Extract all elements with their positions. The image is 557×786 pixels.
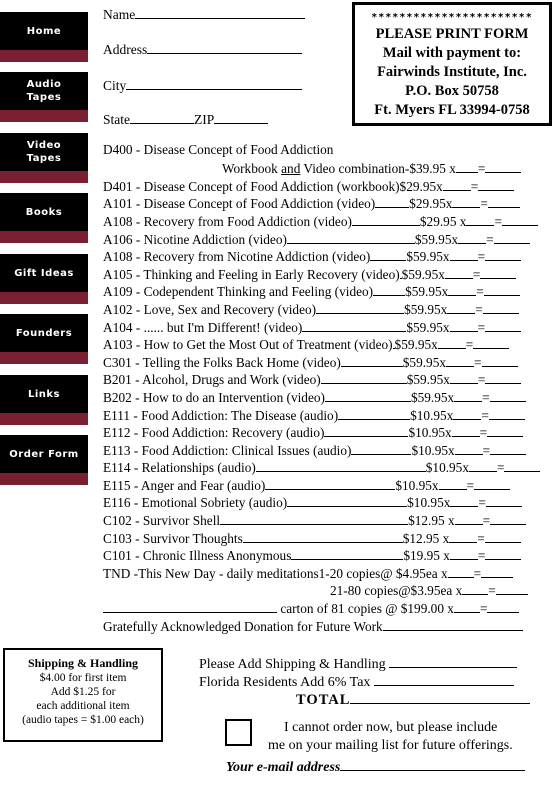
product-label: A101 - Disease Concept of Food Addiction (video): [103, 196, 376, 211]
product-row[interactable]: [103, 389, 526, 406]
nav-audio-stripe: [0, 110, 88, 122]
product-blank: [352, 213, 420, 226]
equals-sign: =: [472, 267, 481, 282]
product-label: E111 - Food Addiction: The Disease (audio): [103, 408, 339, 423]
shipping-total-field[interactable]: [199, 654, 517, 673]
address-field[interactable]: [103, 40, 302, 58]
amount-blank[interactable]: [490, 442, 526, 455]
po-box: P.O. Box 50758: [405, 83, 499, 99]
nav-video-stripe: [0, 171, 88, 183]
product-price: $59.95x: [394, 337, 438, 352]
equals-sign: =: [481, 408, 489, 423]
quantity-blank[interactable]: [462, 582, 488, 595]
city-state-zip: Ft. Myers FL 33994-0758: [374, 102, 530, 118]
product-price: $10.95x: [411, 443, 455, 458]
amount-blank[interactable]: [485, 248, 521, 261]
shipping-line-4: (audio tapes = $1.00 each): [22, 714, 144, 726]
quantity-blank[interactable]: [456, 160, 478, 173]
product-price: $10.95x: [407, 495, 451, 510]
product-blank: [256, 459, 426, 472]
product-blank: [373, 283, 405, 296]
tax-field[interactable]: [199, 672, 514, 691]
mailing-list-checkbox[interactable]: [225, 719, 252, 746]
product-row[interactable]: [103, 407, 525, 424]
product-price: $10.95x: [425, 460, 469, 475]
product-label: A108 - Recovery from Nicotine Addiction (video): [103, 249, 371, 264]
product-price: $10.95x: [395, 478, 439, 493]
shipping-info-box: [3, 648, 163, 742]
name-field[interactable]: [103, 5, 305, 23]
product-price: $59.95x: [402, 355, 446, 370]
product-price: $59.95x: [404, 302, 448, 317]
quantity-blank[interactable]: [450, 371, 478, 384]
amount-blank[interactable]: [485, 530, 521, 543]
product-row[interactable]: [103, 248, 521, 265]
state-zip-field[interactable]: [103, 110, 268, 128]
product-row[interactable]: [103, 195, 520, 212]
product-label: Workbook and Video combination-$39.95 x: [222, 161, 456, 176]
equals-sign: =: [474, 355, 482, 370]
product-label: TND -This New Day - daily meditations1-20 copies@ $4.95ea x: [103, 566, 448, 581]
amount-blank[interactable]: [487, 424, 523, 437]
product-row[interactable]: [103, 319, 521, 336]
product-row[interactable]: [103, 600, 519, 617]
shipping-line-2: Add $1.25 for: [50, 686, 116, 698]
amount-blank[interactable]: [488, 195, 520, 208]
product-blank: [325, 389, 411, 402]
total-field[interactable]: [296, 690, 530, 709]
product-blank: [370, 248, 406, 261]
stars-decoration: ***********************: [371, 12, 533, 23]
equals-sign: =: [477, 249, 486, 264]
city-field[interactable]: [103, 76, 302, 94]
quantity-blank[interactable]: [455, 442, 483, 455]
nav-home-stripe: [0, 50, 88, 62]
product-row[interactable]: [103, 301, 519, 318]
product-row[interactable]: [103, 231, 530, 248]
amount-blank[interactable]: [486, 494, 522, 507]
mail-with-payment: Mail with payment to:: [382, 45, 522, 61]
product-row[interactable]: [103, 442, 526, 459]
institute-name: Fairwinds Institute, Inc.: [377, 64, 527, 80]
nav-links[interactable]: Links: [0, 375, 88, 413]
amount-blank[interactable]: [482, 354, 518, 367]
product-label: A104 - ...... but I'm Different! (video): [103, 320, 303, 335]
product-blank: [338, 407, 410, 420]
nav-order-stripe: [0, 473, 88, 485]
equals-sign: =: [476, 284, 484, 299]
product-label: E115 - Anger and Fear (audio): [103, 478, 266, 493]
product-row[interactable]: [103, 459, 540, 476]
amount-blank[interactable]: [474, 477, 510, 490]
amount-blank[interactable]: [504, 459, 540, 472]
product-label: D400 - Disease Concept of Food Addiction: [103, 142, 334, 157]
equals-sign: =: [479, 601, 488, 616]
product-price: $29.95 x: [419, 214, 467, 229]
product-price: $59.95x: [406, 249, 450, 264]
product-row[interactable]: [103, 424, 523, 441]
product-label: E114 - Relationships (audio): [103, 460, 256, 475]
product-blank: [103, 600, 277, 613]
equals-sign: =: [496, 460, 505, 475]
amount-blank[interactable]: [485, 371, 521, 384]
amount-blank[interactable]: [490, 389, 526, 402]
product-blank: [341, 354, 403, 367]
product-row[interactable]: [103, 565, 513, 582]
nav-order-form[interactable]: Order Form: [0, 435, 88, 473]
product-row[interactable]: [222, 160, 521, 177]
nav-links-stripe: [0, 413, 88, 425]
amount-blank[interactable]: [483, 301, 519, 314]
quantity-blank[interactable]: [455, 512, 483, 525]
product-row[interactable]: [103, 618, 523, 635]
amount-blank[interactable]: [485, 547, 521, 560]
product-row[interactable]: [103, 142, 333, 158]
quantity-blank[interactable]: [458, 231, 486, 244]
city-label: City: [103, 78, 127, 93]
product-blank: [324, 424, 408, 437]
product-label: carton of 81 copies @ $199.00 x: [280, 601, 454, 616]
product-label: D401 - Disease Concept of Food Addiction (workbook)$29.95x: [103, 179, 443, 194]
amount-blank[interactable]: [502, 213, 538, 226]
quantity-blank[interactable]: [466, 213, 494, 226]
amount-blank[interactable]: [494, 231, 530, 244]
address-label: Address: [103, 42, 148, 57]
quantity-blank[interactable]: [443, 178, 471, 191]
quantity-blank[interactable]: [445, 266, 473, 279]
print-form-heading: PLEASE PRINT FORM: [375, 26, 529, 42]
quantity-blank[interactable]: [454, 389, 482, 402]
product-label: Gratefully Acknowledged Donation for Future Work: [103, 619, 383, 634]
nav-books[interactable]: Books: [0, 193, 88, 231]
product-blank: [287, 494, 407, 507]
product-blank: [291, 547, 403, 560]
product-row[interactable]: [103, 213, 538, 230]
product-row[interactable]: [103, 266, 516, 283]
quantity-blank[interactable]: [447, 301, 475, 314]
name-label: Name: [103, 7, 136, 22]
quantity-blank[interactable]: [448, 565, 474, 578]
product-blank: [243, 530, 403, 543]
shipping-total-label: Please Add Shipping & Handling: [199, 657, 386, 672]
amount-blank[interactable]: [481, 565, 513, 578]
quantity-blank[interactable]: [450, 494, 478, 507]
shipping-line-3: each additional item: [36, 700, 130, 712]
product-row[interactable]: [103, 354, 518, 371]
nav-video-tapes[interactable]: Video Tapes: [0, 133, 88, 171]
product-label: C301 - Telling the Folks Back Home (video): [103, 355, 341, 370]
product-row[interactable]: [103, 371, 521, 388]
equals-sign: =: [494, 214, 502, 229]
quantity-blank[interactable]: [439, 477, 467, 490]
amount-blank[interactable]: [480, 266, 516, 279]
email-field[interactable]: [226, 757, 525, 776]
mail-to-box: [352, 2, 552, 126]
product-price: $29.95x: [409, 196, 453, 211]
equals-sign: =: [482, 443, 491, 458]
product-label: 21-80 copies@$3.95ea x: [330, 583, 463, 598]
product-price: $59.95x: [401, 267, 445, 282]
amount-blank[interactable]: [473, 336, 509, 349]
product-row[interactable]: [103, 547, 521, 564]
quantity-blank[interactable]: [452, 424, 480, 437]
equals-sign: =: [477, 548, 486, 563]
quantity-blank[interactable]: [449, 530, 477, 543]
product-label: A106 - Nicotine Addiction (video): [103, 232, 287, 247]
product-row[interactable]: [330, 582, 528, 599]
nav-books-stripe: [0, 231, 88, 243]
product-row[interactable]: [103, 494, 522, 511]
product-label: A109 - Codependent Thinking and Feeling (video): [103, 284, 374, 299]
product-label: E112 - Food Addiction: Recovery (audio): [103, 425, 325, 440]
equals-sign: =: [479, 425, 488, 440]
quantity-blank[interactable]: [450, 319, 478, 332]
product-blank: [265, 477, 395, 490]
equals-sign: =: [465, 337, 474, 352]
equals-sign: =: [473, 566, 482, 581]
equals-sign: =: [477, 320, 486, 335]
tax-label: Florida Residents Add 6% Tax: [199, 675, 371, 690]
equals-sign: =: [478, 495, 486, 510]
product-price: $59.95x: [406, 372, 450, 387]
mailing-text-2: me on your mailing list for future offerings.: [268, 738, 513, 753]
shipping-title: Shipping & Handling: [27, 656, 139, 670]
product-price: $12.95 x: [408, 513, 455, 528]
product-label: E116 - Emotional Sobriety (audio): [103, 495, 288, 510]
equals-sign: =: [488, 583, 496, 598]
product-blank: [375, 195, 409, 208]
product-label: A105 - Thinking and Feeling in Early Recovery (video): [103, 267, 400, 282]
product-label: B201 - Alcohol, Drugs and Work (video): [103, 372, 321, 387]
equals-sign: =: [477, 372, 486, 387]
equals-sign: =: [470, 179, 479, 194]
quantity-blank[interactable]: [453, 407, 481, 420]
amount-blank[interactable]: [487, 600, 519, 613]
product-label: A102 - Love, Sex and Recovery (video): [103, 302, 317, 317]
product-row[interactable]: [103, 336, 509, 353]
equals-sign: =: [477, 161, 486, 176]
nav-founders[interactable]: Founders: [0, 314, 88, 352]
product-blank: [220, 512, 408, 525]
quantity-blank[interactable]: [454, 600, 480, 613]
mailing-text-1: I cannot order now, but please include: [284, 720, 498, 735]
amount-blank[interactable]: [478, 178, 514, 191]
product-row[interactable]: [103, 283, 520, 300]
product-blank: [302, 319, 406, 332]
nav-audio-tapes[interactable]: Audio Tapes: [0, 72, 88, 110]
product-label: C101 - Chronic Illness Anonymous: [103, 548, 292, 563]
equals-sign: =: [477, 531, 485, 546]
amount-blank[interactable]: [484, 283, 520, 296]
product-price: $19.95 x: [403, 548, 450, 563]
product-price: $59.95x: [414, 232, 459, 247]
product-row[interactable]: [103, 477, 510, 494]
product-price: $10.95x: [408, 425, 452, 440]
quantity-blank[interactable]: [446, 354, 474, 367]
product-label: C103 - Survivor Thoughts: [103, 531, 243, 546]
product-blank: [351, 442, 411, 455]
amount-blank[interactable]: [485, 319, 521, 332]
product-price: $10.95x: [410, 408, 454, 423]
nav-gift-stripe: [0, 292, 88, 304]
product-row[interactable]: [103, 178, 514, 195]
product-blank: [287, 231, 415, 244]
product-price: $59.95x: [406, 320, 450, 335]
nav-gift-ideas[interactable]: Gift Ideas: [0, 254, 88, 292]
zip-label: ZIP: [194, 112, 215, 127]
total-label: TOTAL: [296, 692, 351, 708]
product-label: E113 - Food Addiction: Clinical Issues (audio): [103, 443, 352, 458]
product-blank: [321, 371, 407, 384]
state-label: State: [103, 112, 130, 127]
quantity-blank[interactable]: [438, 336, 466, 349]
equals-sign: =: [486, 232, 494, 247]
product-blank: [383, 618, 523, 631]
amount-blank[interactable]: [485, 160, 521, 173]
quantity-blank[interactable]: [448, 283, 476, 296]
equals-sign: =: [466, 478, 475, 493]
product-price: $12.95 x: [402, 531, 450, 546]
quantity-blank[interactable]: [450, 248, 478, 261]
product-row[interactable]: [103, 512, 526, 529]
nav-founders-stripe: [0, 352, 88, 364]
product-label: A108 - Recovery from Food Addiction (video): [103, 214, 352, 229]
quantity-blank[interactable]: [452, 195, 480, 208]
product-row[interactable]: [103, 530, 521, 547]
equals-sign: =: [482, 390, 490, 405]
product-blank: [316, 301, 404, 314]
product-price: $59.95x: [405, 284, 449, 299]
equals-sign: =: [480, 196, 488, 211]
product-label: A103 - How to Get the Most Out of Treatment (video): [103, 337, 393, 352]
amount-blank[interactable]: [496, 582, 528, 595]
product-label: B202 - How to do an Intervention (video): [103, 390, 325, 405]
nav-home[interactable]: Home: [0, 12, 88, 50]
equals-sign: =: [475, 302, 483, 317]
equals-sign: =: [482, 513, 491, 528]
underlined-word: and: [281, 161, 301, 176]
quantity-blank[interactable]: [469, 459, 497, 472]
product-price: $59.95x: [410, 390, 455, 405]
quantity-blank[interactable]: [450, 547, 478, 560]
amount-blank[interactable]: [489, 407, 525, 420]
amount-blank[interactable]: [490, 512, 526, 525]
email-label: Your e-mail address: [226, 760, 341, 775]
product-label: C102 - Survivor Shell: [103, 513, 221, 528]
shipping-line-1: $4.00 for first item: [39, 672, 127, 684]
